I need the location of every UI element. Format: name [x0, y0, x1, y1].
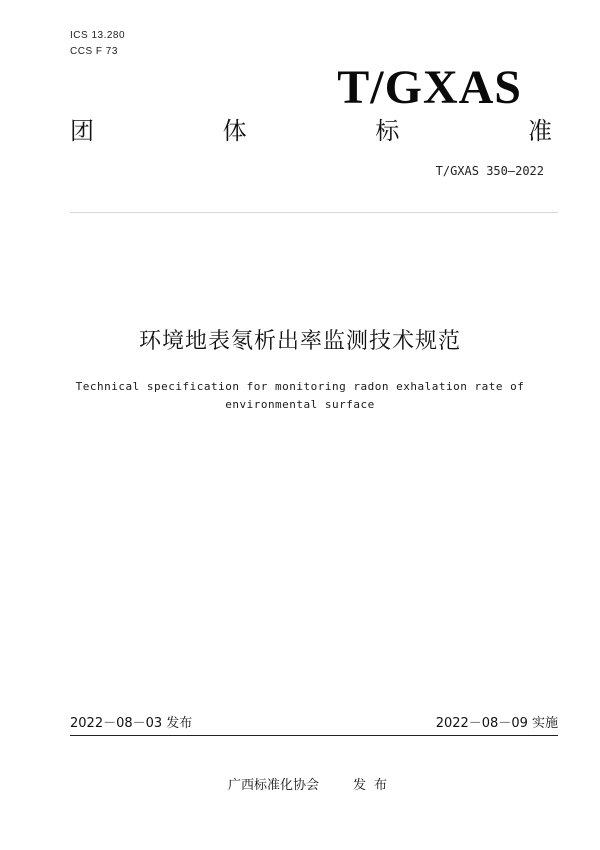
ics-code: ICS 13.280 — [70, 30, 126, 41]
standard-type-char-3: 标 — [375, 117, 400, 145]
chinese-title: 环境地表氡析出率监测技术规范 — [138, 329, 461, 354]
classification-codes — [70, 28, 125, 60]
standard-type-char-2: 体 — [222, 117, 247, 145]
english-title — [60, 378, 540, 414]
english-title-line-1: Technical specification for monitoring radon exhalation rate of — [75, 380, 525, 393]
standard-number: T/GXAS 350—2022 — [435, 164, 544, 178]
publish-label: 发布 — [353, 778, 396, 793]
header-divider — [70, 212, 558, 213]
standard-type-heading — [70, 116, 552, 146]
release-date: 2022－08－03 发布 — [70, 716, 193, 731]
footer-divider — [70, 735, 558, 736]
standard-type-char-4: 准 — [527, 117, 552, 145]
publisher-name: 广西标准化协会 — [228, 778, 320, 793]
standard-logo: T/GXAS — [337, 61, 522, 114]
implementation-date: 2022－08－09 实施 — [435, 716, 558, 731]
english-title-line-2: environmental surface — [225, 398, 375, 411]
standard-type-char-1: 团 — [70, 117, 94, 145]
ccs-code: CCS F 73 — [70, 46, 118, 57]
